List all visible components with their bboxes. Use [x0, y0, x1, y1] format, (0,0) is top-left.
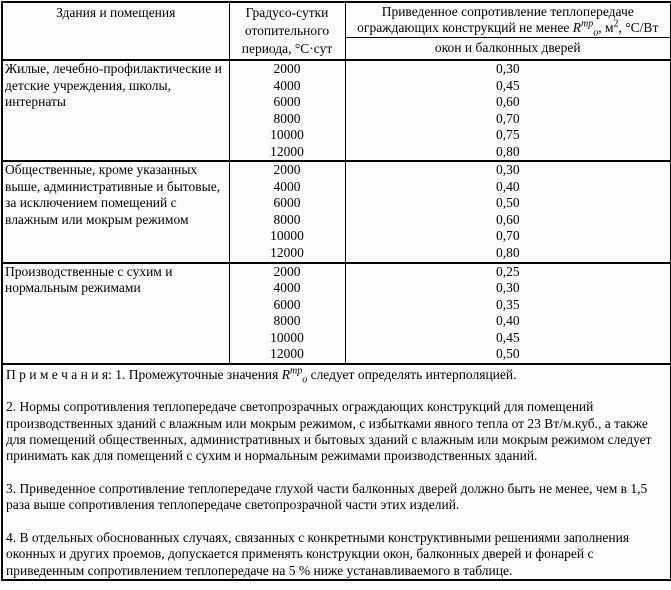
degree-days-cell: 2000 [229, 263, 345, 281]
notes-label: П р и м е ч а н и я: [6, 366, 112, 382]
building-cell: Жилые, лечебно-профилактические и детские учреждения, школы, интернаты [2, 60, 229, 161]
thermal-resistance-table [1, 1, 671, 581]
resistance-value-cell: 0,60 [345, 212, 671, 229]
resistance-value-cell: 0,35 [345, 297, 671, 314]
degree-days-cell: 12000 [229, 245, 345, 263]
resistance-value-cell: 0,30 [345, 280, 671, 297]
resistance-value-cell: 0,40 [345, 313, 671, 330]
resistance-value-cell: 0,70 [345, 111, 671, 128]
resistance-value-cell: 0,70 [345, 228, 671, 245]
resistance-value-cell: 0,30 [345, 60, 671, 78]
resistance-value-cell: 0,75 [345, 127, 671, 144]
resistance-value-cell: 0,25 [345, 263, 671, 281]
degree-days-cell: 8000 [229, 111, 345, 128]
degree-days-cell: 2000 [229, 161, 345, 179]
r-superscript: тр [581, 18, 594, 29]
resistance-value-cell: 0,45 [345, 330, 671, 347]
degree-days-cell: 12000 [229, 144, 345, 162]
r-superscript: тр [289, 365, 303, 377]
resistance-value-cell: 0,80 [345, 245, 671, 263]
building-cell: Производственные с сухим и нормальным режимами [2, 263, 229, 364]
degree-days-cell: 8000 [229, 313, 345, 330]
r-symbol: R [281, 366, 290, 382]
degree-days-cell: 6000 [229, 297, 345, 314]
m-superscript: 2 [613, 18, 619, 29]
building-cell: Общественные, кроме указанных выше, административные и бытовые, за исключением помещений с влажным или мокрым режимом [2, 161, 229, 262]
r-subscript: о [302, 374, 308, 386]
note-2: 2. Нормы сопротивления теплопередаче светопрозрачных ограждающих конструкций для помещений производственных зданий с влажным или мокрым режимом, с избытками явного тепла от 23 Вт/м.куб., а также для помещений общественных, административных и бытовых зданий с влажным или мокрым режимом следует принимать как для помещений с сухим и нормальным режимами производственных зданий. [6, 399, 652, 464]
degree-days-cell: 4000 [229, 280, 345, 297]
degree-days-cell: 2000 [229, 60, 345, 78]
resistance-value-cell: 0,50 [345, 195, 671, 212]
resistance-value-cell: 0,50 [345, 346, 671, 364]
r-subscript: о [593, 27, 599, 38]
note-1 [6, 365, 666, 386]
note-4: 4. В отдельных обоснованных случаях, связанных с конкретными конструктивными решениями заполнения оконных и других проемов, допускается применять конструкции окон, балконных дверей и фонарей с приведенным сопротивлением теплопередаче на 5 % ниже устанавливаемого в таблице. [6, 529, 630, 578]
resistance-value-cell: 0,45 [345, 78, 671, 95]
units-m: , м [598, 19, 614, 35]
header-cell-resistance [345, 2, 671, 37]
note-1-text-after: следует определять интерполяцией. [307, 366, 517, 382]
resistance-value-cell: 0,30 [345, 161, 671, 179]
header-cell-buildings: Здания и помещения [2, 2, 229, 60]
note-3: 3. Приведенное сопротивление теплопередаче глухой части балконных дверей должно быть не менее, чем в 1,5 раза выше сопротивления теплопередаче светопрозрачной части этих изделий. [6, 480, 648, 513]
degree-days-cell: 10000 [229, 330, 345, 347]
units-rest: , °С/Вт [618, 19, 659, 35]
resistance-header-text: Приведенное сопротивление теплопередаче ограждающих конструкций не менее [357, 4, 634, 35]
note-1-text-before: 1. Промежуточные значения [111, 366, 282, 382]
resistance-value-cell: 0,40 [345, 179, 671, 196]
resistance-value-cell: 0,80 [345, 144, 671, 162]
degree-days-cell: 6000 [229, 195, 345, 212]
degree-days-cell: 12000 [229, 346, 345, 364]
notes-section [2, 364, 671, 580]
header-cell-resistance-sub: окон и балконных дверей [345, 37, 671, 60]
degree-days-cell: 6000 [229, 94, 345, 111]
degree-days-cell: 10000 [229, 228, 345, 245]
resistance-value-cell: 0,60 [345, 94, 671, 111]
header-cell-degree-days: Градусо-сутки отопительного периода, °С·сут [229, 2, 345, 60]
degree-days-cell: 4000 [229, 179, 345, 196]
degree-days-cell: 8000 [229, 212, 345, 229]
degree-days-cell: 10000 [229, 127, 345, 144]
degree-days-cell: 4000 [229, 78, 345, 95]
r-symbol: R [572, 19, 581, 35]
